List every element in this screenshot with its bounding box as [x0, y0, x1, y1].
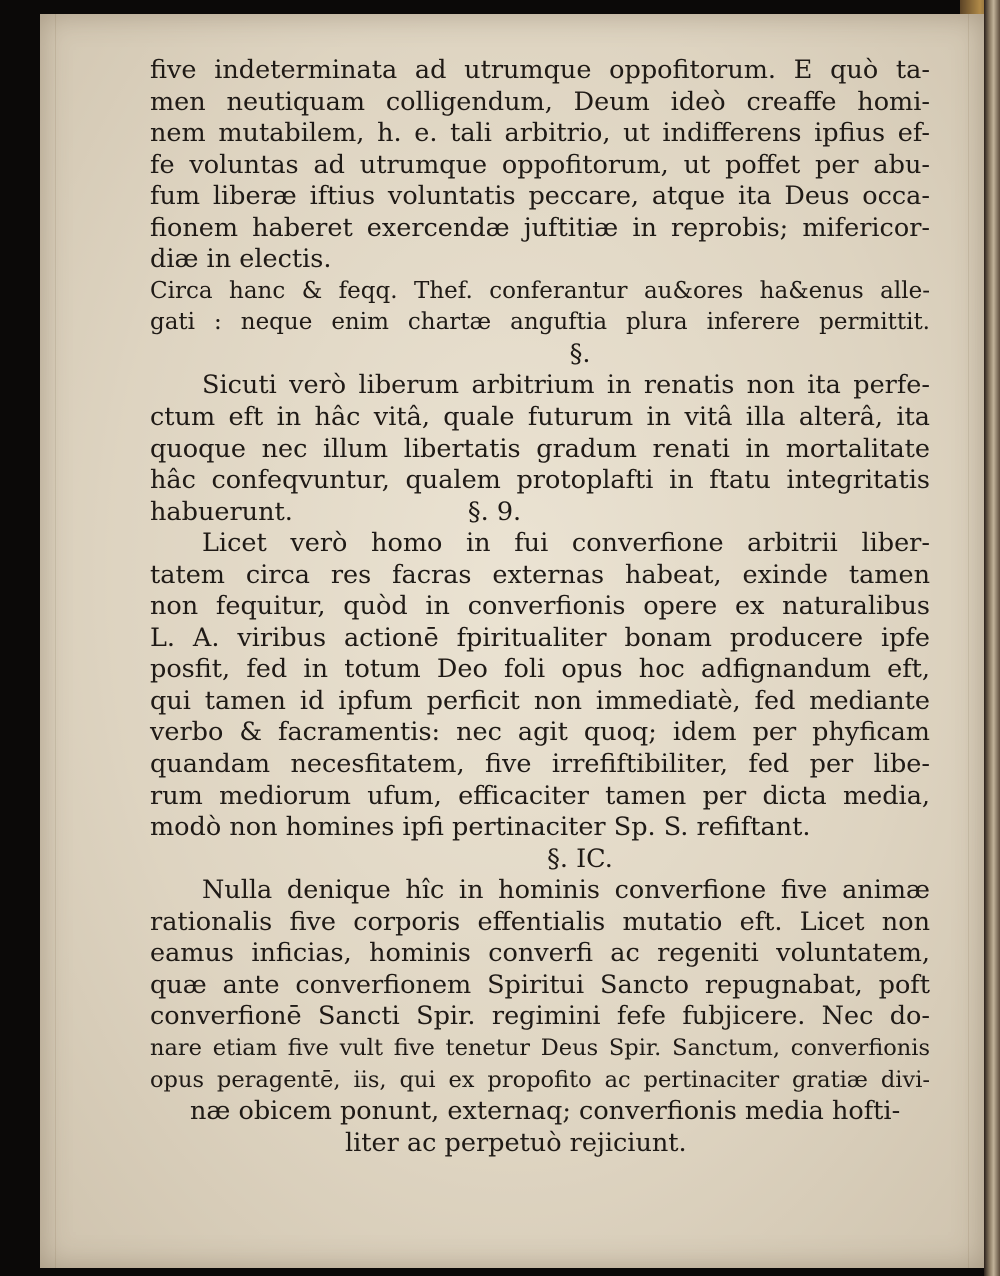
section-mark: §.: [569, 338, 591, 369]
text-line: nem mutabilem, h. e. tali arbitrio, ut indifferens ipfius ef-: [150, 118, 930, 149]
text-line: diæ in electis.: [150, 244, 332, 275]
text-line: nare etiam five vult five tenetur Deus Spir. Sanctum, converfionis: [150, 1034, 930, 1061]
text-line: tatem circa res facras externas habeat, exinde tamen: [150, 559, 930, 590]
text-line: eamus inficias, hominis converfi ac regeniti voluntatem,: [150, 938, 930, 969]
text-line: modò non homines ipfi pertinaciter Sp. S. refiftant.: [150, 812, 811, 843]
text-line: ctum eft in hâc vitâ, quale futurum in vitâ illa alterâ, ita: [150, 402, 930, 433]
text-line: qui tamen id ipfum perficit non immediatè, fed mediante: [150, 685, 930, 716]
text-line: L. A. viribus actionē fpiritualiter bonam producere ipfe: [150, 622, 930, 653]
text-line: opus peragentē, iis, qui ex propofito ac pertinaciter gratiæ divi-: [150, 1066, 930, 1093]
section-mark: §. IC.: [547, 843, 613, 874]
text-line: verbo & facramentis: nec agit quoq; idem per phyficam: [150, 717, 930, 748]
text-line: rationalis five corporis effentialis mutatio eft. Licet non: [150, 906, 930, 937]
text-line: Nulla denique hîc in hominis converfione five animæ: [202, 875, 930, 906]
page-text: [150, 55, 930, 1159]
text-line: Sicuti verò liberum arbitrium in renatis non ita perfe-: [202, 370, 930, 401]
text-line: fionem haberet exercendæ juftitiæ in reprobis; mifericor-: [150, 212, 930, 243]
text-line: liter ac perpetuò rejiciunt.: [345, 1127, 687, 1158]
text-line: quoque nec illum libertatis gradum renati in mortalitate: [150, 433, 930, 464]
text-line: men neutiquam colligendum, Deum ideò creaffe homi-: [150, 86, 930, 117]
text-line: quandam necesfitatem, five irrefiftibiliter, fed per libe-: [150, 749, 930, 780]
text-line: converfionē Sancti Spir. regimini fefe fubjicere. Nec do-: [150, 1001, 930, 1032]
text-line: fum liberæ iftius voluntatis peccare, atque ita Deus occa-: [150, 181, 930, 212]
text-line: non fequitur, quòd in converfionis opere ex naturalibus: [150, 591, 930, 622]
text-line: fe voluntas ad utrumque oppofitorum, ut poffet per abu-: [150, 149, 930, 180]
text-line: quæ ante converfionem Spiritui Sancto repugnabat, poft: [150, 969, 930, 1000]
note-line: gati : neque enim chartæ anguftia plura inferere permittit.: [150, 309, 930, 336]
text-line: Licet verò homo in fui converfione arbitrii liber-: [202, 528, 930, 559]
text-line: habuerunt.: [150, 496, 293, 527]
text-line: rum mediorum ufum, efficaciter tamen per dicta media,: [150, 780, 930, 811]
section-mark: §. 9.: [467, 496, 522, 527]
note-line: Circa hanc & feqq. Thef. conferantur au&ores ha&enus alle-: [150, 277, 930, 304]
text-line: næ obicem ponunt, externaq; converfionis media hofti-: [190, 1096, 901, 1127]
text-line: posfit, fed in totum Deo foli opus hoc adfignandum eft,: [150, 654, 930, 685]
text-line: five indeterminata ad utrumque oppofitorum. E quò ta-: [150, 55, 930, 85]
text-line: hâc confeqvuntur, qualem protoplafti in ftatu integritatis: [150, 465, 930, 496]
page-edge-right: [984, 0, 1000, 1276]
text-line-with-section: [150, 497, 930, 529]
